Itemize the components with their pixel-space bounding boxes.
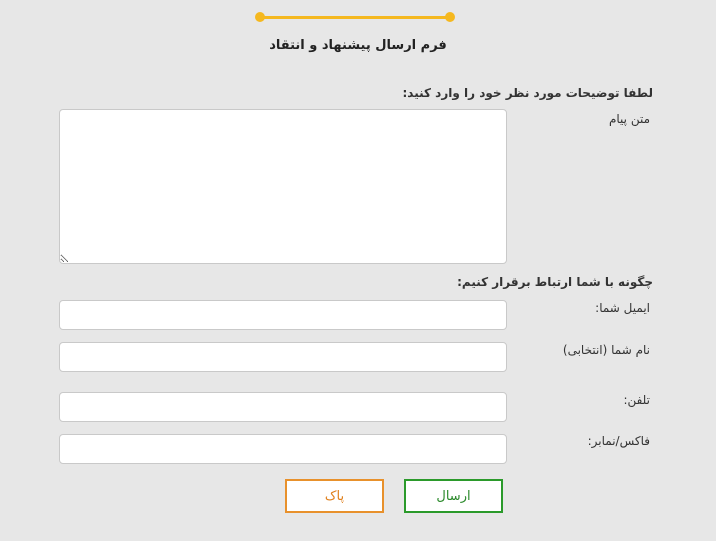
header-decoration-dot-left	[255, 12, 265, 22]
form-title: فرم ارسال پیشنهاد و انتقاد	[269, 38, 447, 53]
fax-label: فاکس/نمابر:	[587, 434, 650, 448]
message-textarea[interactable]	[59, 109, 507, 264]
email-label: ایمیل شما:	[595, 301, 650, 315]
header-decoration-dot-right	[445, 12, 455, 22]
contact-prompt: چگونه با شما ارتباط برقرار کنیم:	[457, 275, 653, 289]
message-label: متن پیام	[608, 112, 650, 126]
phone-label: تلفن:	[623, 393, 650, 407]
description-prompt: لطفا توضیحات مورد نظر خود را وارد کنید:	[402, 86, 653, 100]
email-input[interactable]	[59, 300, 507, 330]
phone-input[interactable]	[59, 392, 507, 422]
reset-button[interactable]: پاک	[285, 479, 384, 513]
fax-input[interactable]	[59, 434, 507, 464]
header-decoration-line	[259, 16, 450, 19]
name-input[interactable]	[59, 342, 507, 372]
name-label: نام شما (انتخابی)	[562, 343, 650, 357]
submit-button[interactable]: ارسال	[404, 479, 503, 513]
